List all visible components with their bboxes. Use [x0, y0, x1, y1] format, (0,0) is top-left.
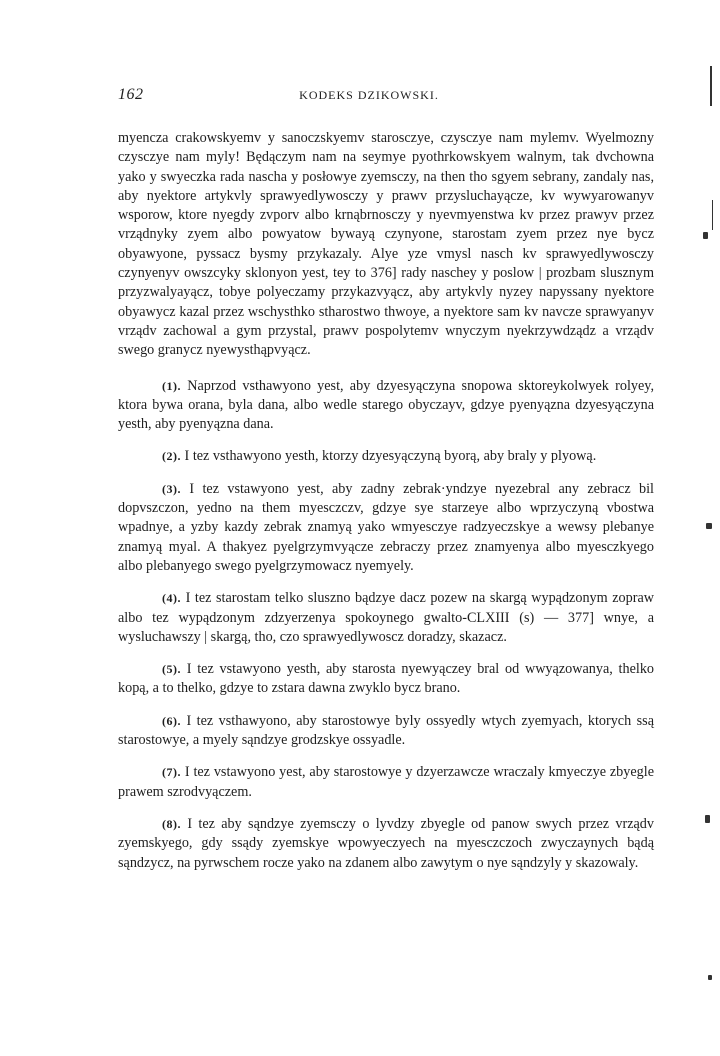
scan-mark: [703, 232, 708, 239]
scan-mark: [705, 815, 710, 823]
article-text: Naprzod vsthawyono yest, aby dzyesyączyna snopowa sktoreykolwyek rolyey, ktora bywa orana, byla dana, albo wedle starego obyczayv, gdzye pyenyązna dzyesyączyna yesth, aby pyenyązna dana.: [118, 377, 654, 433]
article-text: I tez vstawyono yesth, aby starosta nyewyączey bral od wwyązowanya, thelko kopą, a to thelko, gdzye to zstara dawna zwyklo bycz brano.: [118, 661, 655, 697]
article-number: (3).: [162, 481, 181, 496]
article-number: (6).: [162, 713, 181, 728]
article-text: I tez vstawyono yest, aby zadny zebrak·yndzye nyezebral any zebracz bil dopvszczon, yedno na them myesczczv, gdzye sye starzeye albo wprzyczyną vbostwa wpadnye, a yzby kazdy zebrak znamyą yako wmyesczye radzyeczskye a wewsy plebanye znamyą myal. A thakyez pyelgrzymvyącze zebraczy przez znamyenya albo myesczkyego albo plebanyego swego pyelgrzymowacz nyemyely.: [118, 480, 654, 574]
page-header: [118, 86, 620, 106]
document-body: [118, 129, 654, 873]
article-5: [118, 660, 654, 699]
article-3: [118, 480, 654, 576]
article-text: I tez vstawyono yest, aby starostowye y dzyerzawcze wraczaly kmyeczye zbyegle prawem szrodvyączem.: [118, 764, 654, 800]
article-6: [118, 712, 654, 751]
article-1: [118, 377, 654, 435]
scan-mark: [708, 975, 712, 980]
page-number: 162: [118, 86, 144, 103]
article-number: (2).: [162, 449, 181, 464]
running-title: KODEKS DZIKOWSKI.: [299, 88, 439, 102]
article-text: I tez vsthawyono, aby starostowye byly ossyedly wtych zyemyach, ktorych ssą starostowye, a myely sąndzye grodzskye ossyadle.: [118, 712, 654, 749]
article-number: (1).: [162, 378, 181, 393]
article-number: (7).: [162, 765, 181, 780]
article-number: (5).: [162, 662, 181, 677]
article-text: I tez starostam telko sluszno bądzye dacz pozew na skargą wypądzonym zopraw albo tez wypądzonym zdzyerzenya spokoynego gwalto-CLXIII (s) — 377] wnye, a wysluchawszy | skargą, tho, czo sprawyedlywoscz doradzy, skazacz.: [118, 590, 654, 645]
article-number: (8).: [162, 816, 181, 831]
article-text: I tez aby sąndzye zyemsczy o lyvdzy zbyegle od panow swych przez vrządv zyemskyego, gdy ssądy zyemskye wpowyeczyech na myesczczoch zwyczaynych bądą sąndzycz, na pyrwschem rocze yako na zdanem albo zawytym o nye sąndzyly y skazowaly.: [118, 815, 654, 871]
scan-mark: [706, 523, 712, 529]
article-7: [118, 763, 654, 802]
intro-paragraph: myencza crakowskyemv y sanoczskyemv starosczye, czysczye nam mylemv. Wyelmozny czysczye nam myly! Będączym nam na seymye pyothrkowskyem walnym, tak dvchowna yako y swyeczka rada nascha y posłowye zyemsczy, na then tho sgyem sebrany, zandaly nas, aby nyektore artykvly sprawyedlywosczy y prawv przysluchayącze, kv wywyarowanyv wsporow, ktore nyegdy zvporv albo krnąbrnosczy y nyevmyenstwa kv przez prawyv przez vrządnyky zyem albo powyatow bywayą czynyone, starostam zyem przez nye bycz obyawyone, pyssacz bysmy przykazaly. Alye yze vmysl nasch kv sprawyedlywosczy czynyenyv owszcyky sklonyon yest, tey to 376] rady naschey y poslow | prozbam slusznym przyzwalyayącz, tobye polyeczamy przykazvyącz, aby artykvly nyzey napyssany nyektore obyawycz kazal przez wschysthko stharostwo thwoye, a nyektore sam kv navcze sprawyanyv vrządv zachowal a gym przystal, prawv pospolytemv wnyczym nyekrzywdządz a vrządv swego granycz nyewysthąpvyącz.: [118, 130, 654, 359]
article-2: [118, 447, 654, 466]
scan-mark: [710, 66, 712, 106]
article-text: I tez vsthawyono yesth, ktorzy dzyesyączyną byorą, aby braly y plyową.: [184, 448, 597, 465]
article-number: (4).: [162, 591, 181, 606]
article-8: [118, 815, 654, 873]
scan-mark: [712, 200, 713, 230]
article-4: [118, 589, 654, 647]
